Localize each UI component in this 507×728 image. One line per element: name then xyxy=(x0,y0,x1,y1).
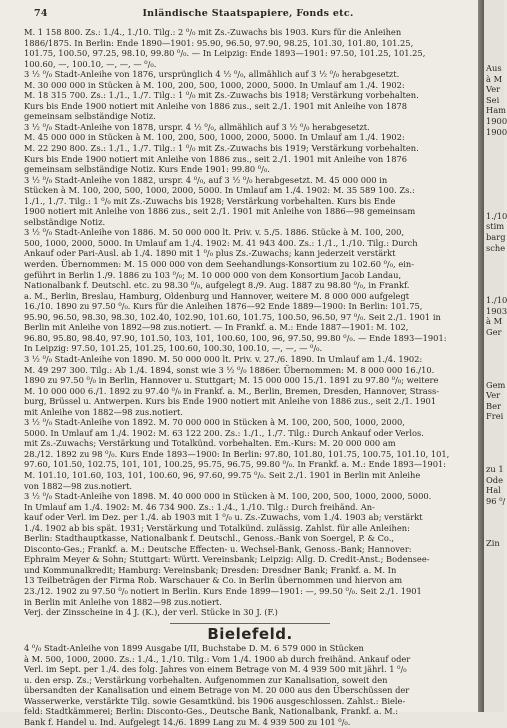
text-line: 3 ½ ⁰/₀ Stadt-Anleihe von 1876, ursprünglich 4 ½ ⁰/₀, allmählich auf 3 ½ ⁰/₀ herabgesetzt. xyxy=(24,69,400,80)
text-line: 4 ⁰/₀ Stadt-Anleihe von 1899 Ausgabe I/II, Buchstabe D. M. 6 579 000 in Stücken xyxy=(24,643,364,654)
text-line: à M. 500, 1000, 2000. Zs.: 1./4., 1./10. Tilg.: Vom 1./4. 1900 ab durch freihänd. Ankauf oder xyxy=(24,653,411,664)
text-line: Ankauf oder Pari-Ausl. ab 1./4. 1890 mit 1 ⁰/₀ plus Zs.-Zuwachs; kann jederzeit verstärkt xyxy=(24,248,396,259)
text-line: mit Zs.-Zuwachs; Verstärkung und Totalkünd. vorbehalten. Em.-Kurs: M. 20 000 000 am xyxy=(24,438,396,449)
adjacent-text-fragment: barg xyxy=(486,232,506,243)
section-divider xyxy=(170,623,330,624)
text-line: 97.60, 101.50, 102.75, 101, 101, 100.25, 95.75, 96.75, 99.80 ⁰/₀. In Frankf. a. M.: Ende 1893—1901: xyxy=(24,459,447,470)
adjacent-text-fragment xyxy=(484,274,504,285)
adjacent-text-fragment: Ber xyxy=(486,400,501,411)
text-line: Disconto-Ges.; Frankf. a. M.: Deutsche Effecten- u. Wechsel-Bank, Genoss.-Bank; Hannover: xyxy=(24,543,412,554)
text-line: Wasserwerke, verstärkte Tilg. sowie Gesamtkünd. bis 1906 ausgeschlossen. Zahlst.: Biele- xyxy=(24,695,406,706)
adjacent-text-fragment: Gem xyxy=(486,379,506,390)
adjacent-text-fragment xyxy=(484,622,504,633)
adjacent-text-fragment xyxy=(484,570,504,581)
adjacent-text-fragment xyxy=(484,137,504,148)
adjacent-text-fragment: 1./10 xyxy=(486,295,507,306)
section-heading-bielefeld: Bielefeld. xyxy=(207,624,293,643)
text-line: kauf oder Verl. im Dez. per 1./4. ab 1903 mit 1 ⁰/₀ u. Zs.-Zuwachs, vom 1./4. 1903 ab; verstärkt xyxy=(24,512,423,523)
text-line: gemeinsam selbständige Notiz. Kurs Ende 1901: 99.80 ⁰/₀. xyxy=(24,164,270,175)
text-line: gemeinsam selbständige Notiz. xyxy=(24,111,156,122)
adjacent-text-fragment xyxy=(484,675,504,686)
text-line: M. 10 000 000 6./1. 1892 zu 97.40 ⁰/₀ in Frankf. a. M., Berlin, Bremen, Dresden, Hannover, Strass- xyxy=(24,385,440,396)
adjacent-text-fragment xyxy=(484,664,504,675)
page-number: 74 xyxy=(34,8,48,19)
adjacent-text-fragment: Hal xyxy=(486,485,501,496)
text-block-bielefeld xyxy=(24,643,476,727)
text-line: burg, Brüssel u. Antwerpen. Kurs bis Ende 1900 notiert mit Anleihe von 1886 zus., seit 2./1. 1901 xyxy=(24,396,437,407)
text-line: 3 ½ ⁰/₀ Stadt-Anleihe von 1878, urspr. 4 ½ ⁰/₀, allmählich auf 3 ½ ⁰/₀ herabgesetzt. xyxy=(24,121,370,132)
adjacent-text-fragment: 96 ⁰/ xyxy=(486,495,506,506)
text-line: Kurs bis Ende 1900 notiert mit Anleihe von 1886 zus., seit 2./1. 1901 mit Anleihe von 1878 xyxy=(24,100,408,111)
adjacent-text-fragment xyxy=(484,338,504,349)
text-line: Stücken à M. 100, 200, 500, 1000, 2000, 5000. In Umlauf am 1./4. 1902: M. 35 589 100. Zs.: xyxy=(24,185,415,196)
document-body xyxy=(24,27,476,728)
adjacent-text-fragment xyxy=(484,612,504,623)
adjacent-text-fragment xyxy=(484,32,504,43)
adjacent-text-fragment: 1900 xyxy=(486,116,507,127)
text-line: werden. Übernommen: M. 15 000 000 von dem Seehandlungs-Konsortium zu 102.60 ⁰/₀, ein- xyxy=(24,259,415,270)
adjacent-text-fragment xyxy=(484,359,504,370)
page-running-title: Inländische Staatspapiere, Fonds etc. xyxy=(142,8,354,19)
adjacent-text-fragment xyxy=(484,169,504,180)
adjacent-text-fragment xyxy=(484,53,504,64)
text-line: Verl. im Sept. per 1./4. des folg. Jahres von einem Betrage von M. 4 939 500 mit jährl. 1 ⁰/₀ xyxy=(24,664,407,675)
adjacent-text-fragment xyxy=(484,285,504,296)
text-line: M. 49 297 300. Tilg.: Ab 1./4. 1894, sonst wie 3 ½ ⁰/₀ 1886er. Übernommen: M. 8 000 000 16./10. xyxy=(24,364,435,375)
adjacent-text-fragment: Zin xyxy=(486,537,500,548)
text-line: M. 1 158 800. Zs.: 1./4., 1./10. Tilg.: 2 ⁰/₀ mit Zs.-Zuwachs bis 1903. Kurs für die Anleihen xyxy=(24,27,402,37)
text-line: 100.60, —, 100.10, —, —, — ⁰/₀. xyxy=(24,58,157,69)
text-line: übersandten der Kanalisation und einem Betrage von M. 20 000 aus den Überschüssen der xyxy=(24,685,410,696)
text-line: u. den ersp. Zs.; Verstärkung vorbehalten. Aufgenommen zur Kanalisation, soweit den xyxy=(24,674,388,685)
text-line: Verj. der Zinsscheine in 4 J. (K.), der verl. Stücke in 30 J. (F.) xyxy=(24,607,278,618)
text-line: Nationalbank f. Deutschl. etc. zu 98.30 ⁰/₀, aufgelegt 8./9. Aug. 1887 zu 98.80 ⁰/₀, in Frankf. xyxy=(24,280,410,291)
adjacent-text-fragment: Ver xyxy=(486,390,501,401)
adjacent-text-fragment xyxy=(484,200,504,211)
text-line: Bank f. Handel u. Ind. Aufgelegt 14./6. 1899 Lang zu M. 4 939 500 zu 101 ⁰/₀. xyxy=(24,717,351,727)
adjacent-text-fragment: stim xyxy=(486,221,505,232)
text-line: 28./12. 1892 zu 98 ⁰/₀. Kurs Ende 1893—1900: In Berlin: 97.80, 101.80, 101.75, 100.75, 101.10, 101, xyxy=(24,448,450,459)
text-line: feld: Stadtkämmerei; Berlin: Disconto-Ges., Deutsche Bank, Nationalbank, Frankf. a. M.: xyxy=(24,706,399,717)
adjacent-text-fragment xyxy=(484,506,504,517)
text-line: M. 101.10, 101.60, 103, 101, 100.60, 96, 97.60, 99.75 ⁰/₀. Seit 2./1. 1901 in Berlin mit Anleihe xyxy=(24,469,421,480)
text-line: 96.80, 95.80, 98.40, 97.90, 101.50, 103, 101, 100.60, 100, 96, 97.50, 99.80 ⁰/₀. — Ende 1893—1901: xyxy=(24,332,447,343)
text-line: 23./12. 1902 zu 97.50 ⁰/₀ notiert in Berlin. Kurs Ende 1899—1901: —, 99.50 ⁰/₀. Seit 2./1. 1901 xyxy=(24,585,422,596)
text-line: Kurs bis Ende 1900 notiert mit Anleihe von 1886 zus., seit 2./1. 1901 mit Anleihe von 1876 xyxy=(24,153,408,164)
adjacent-text-fragment: sche xyxy=(486,242,506,253)
adjacent-text-fragment xyxy=(484,517,504,528)
adjacent-text-fragment: Ode xyxy=(486,474,504,485)
text-line: 3 ½ ⁰/₀ Stadt-Anleihe von 1890. M. 50 000 000 lt. Priv. v. 27./6. 1890. In Umlauf am 1./4. 1902: xyxy=(24,353,423,364)
adjacent-text-fragment xyxy=(484,0,504,11)
text-line: 5000. In Umlauf am 1./4. 1902: M. 63 122 200. Zs.: 1./1., 1./7. Tilg.: Durch Ankauf oder Verlos. xyxy=(24,427,424,438)
text-block-anleihen xyxy=(24,27,476,618)
adjacent-text-fragment xyxy=(484,443,504,454)
adjacent-text-fragment xyxy=(484,527,504,538)
adjacent-text-fragment xyxy=(484,179,504,190)
text-line: 1./1., 1./7. Tilg.: 1 ⁰/₀ mit Zs.-Zuwachs bis 1928; Verstärkung vorbehalten. Kurs bis Ende xyxy=(24,195,396,206)
text-line: M. 22 290 800. Zs.: 1./1., 1./7. Tilg.: 1 ⁰/₀ mit Zs.-Zuwachs bis 1919; Verstärkung vorbehalten. xyxy=(24,143,419,154)
text-line: geführt in Berlin 1./9. 1886 zu 103 ⁰/₀; M. 10 000 000 von dem Konsortium Jacob Landau, xyxy=(24,269,402,280)
adjacent-text-fragment: Ver xyxy=(486,84,501,95)
adjacent-text-fragment: Aus xyxy=(486,63,502,74)
adjacent-text-fragment xyxy=(484,559,504,570)
adjacent-text-fragment xyxy=(484,42,504,53)
adjacent-text-fragment xyxy=(484,253,504,264)
adjacent-text-fragment xyxy=(484,654,504,665)
adjacent-text-fragment: Ham xyxy=(486,105,507,116)
text-line: a. M., Berlin, Breslau, Hamburg, Oldenburg und Hannover, weitere M. 8 000 000 aufgelegt xyxy=(24,290,410,301)
adjacent-text-fragment xyxy=(484,580,504,591)
adjacent-text-fragment xyxy=(484,454,504,465)
adjacent-text-fragment xyxy=(484,422,504,433)
text-line: 500, 1000, 2000, 5000. In Umlauf am 1./4. 1902: M. 41 943 400. Zs.: 1./1., 1./10. Tilg.: Durch xyxy=(24,237,418,248)
text-line: Berlin: Stadthauptkasse, Nationalbank f. Deutschl., Genoss.-Bank von Soergel, P. & Co., xyxy=(24,533,395,544)
adjacent-text-fragment: 1./10 xyxy=(486,210,507,221)
adjacent-text-fragment xyxy=(484,601,504,612)
adjacent-text-fragment: à M xyxy=(486,73,503,84)
text-line: 1890 zu 97.50 ⁰/₀ in Berlin, Hannover u. Stuttgart; M. 15 000 000 15./1. 1891 zu 97.80 ⁰/₀; weitere xyxy=(24,375,439,386)
adjacent-text-fragment: 1903 xyxy=(486,305,507,316)
adjacent-text-fragment xyxy=(484,548,504,559)
page-header xyxy=(28,6,468,22)
text-line: M. 18 315 700. Zs.: 1./1., 1./7. Tilg.: 1 ⁰/₀ mit Zs.-Zuwachs bis 1918; Verstärkung vorbehalten. xyxy=(24,90,419,101)
adjacent-text-fragment: 1900 xyxy=(486,126,507,137)
adjacent-text-fragment xyxy=(484,432,504,443)
adjacent-text-fragment xyxy=(484,190,504,201)
adjacent-text-fragment xyxy=(484,264,504,275)
adjacent-text-fragment xyxy=(484,11,504,22)
text-line: 1./4. 1902 ab bis spät. 1931; Verstärkung und Totalkünd. zulässig. Zahlst. für alle Anleihen: xyxy=(24,522,410,533)
text-line: In Leipzig: 97.50, 101.25, 101.25, 100.60, 100.30, 100.10, —, —, — ⁰/₀. xyxy=(24,343,323,354)
text-line: 101.75, 100.50, 97.25, 98.10, 99.80 ⁰/₀. — In Leipzig: Ende 1893—1901: 97.50, 101.25, 101.25, xyxy=(24,48,426,59)
adjacent-page-strip xyxy=(484,0,507,712)
text-line: mit Anleihe von 1882—98 zus.notiert. xyxy=(24,406,183,417)
text-line: 16./10. 1890 zu 97.50 ⁰/₀. Kurs für die Anleihen 1876—92 Ende 1889—1900: In Berlin: 101.75, xyxy=(24,301,423,312)
text-line: selbständige Notiz. xyxy=(24,216,106,227)
adjacent-text-fragment: à M xyxy=(486,316,503,327)
text-line: von 1882—98 zus.notiert. xyxy=(24,480,133,491)
text-line: in Berlin mit Anleihe von 1882—98 zus.notiert. xyxy=(24,596,222,607)
text-line: 1886/1875. In Berlin: Ende 1890—1901: 95.90, 96.50, 97.90, 98.25, 101.30, 101.80, 101.25, xyxy=(24,37,414,48)
text-line: und Kommunalkredit; Hamburg: Vereinsbank; Dresden: Dresdner Bank; Frankf. a. M. In xyxy=(24,564,397,575)
text-line: 3 ½ ⁰/₀ Stadt-Anleihe von 1898. M. 40 000 000 in Stücken à M. 100, 200, 500, 1000, 2000, 5000. xyxy=(24,491,432,502)
text-line: 13 Teilbeträgen der Firma Rob. Warschauer & Co. in Berlin übernommen und hiervon am xyxy=(24,575,403,586)
text-line: 1900 notiert mit Anleihe von 1886 zus., seit 2./1. 1901 mit Anleihe von 1886—98 gemeinsam xyxy=(24,206,416,217)
adjacent-text-fragment xyxy=(484,21,504,32)
text-line: Ephraim Meyer & Sohn; Stuttgart: Württ. Vereinsbank; Leipzig: Allg. D. Credit-Anst.; Bodensee- xyxy=(24,554,430,565)
text-line: 3 ½ ⁰/₀ Stadt-Anleihe von 1892. M. 70 000 000 in Stücken à M. 100, 200, 500, 1000, 2000, xyxy=(24,417,405,428)
adjacent-text-fragment: Sei xyxy=(486,94,500,105)
text-line: In Umlauf am 1./4. 1902: M. 46 734 900. Zs.: 1./4., 1./10. Tilg.: Durch freihänd. An- xyxy=(24,501,375,512)
adjacent-text-fragment xyxy=(484,369,504,380)
adjacent-text-fragment xyxy=(484,148,504,159)
text-line: 3 ½ ⁰/₀ Stadt-Anleihe von 1886. M. 50 000 000 lt. Priv. v. 5./5. 1886. Stücke à M. 100, 200, xyxy=(24,227,405,238)
adjacent-text-fragment xyxy=(484,591,504,602)
adjacent-text-fragment: Frei xyxy=(486,411,504,422)
adjacent-text-fragment xyxy=(484,158,504,169)
adjacent-text-fragment xyxy=(484,643,504,654)
text-line: M. 30 000 000 in Stücken à M. 100, 200, 500, 1000, 2000, 5000. In Umlauf am 1./4. 1902: xyxy=(24,79,405,90)
text-line: M. 45 000 000 in Stücken à M. 100, 200, 500, 1000, 2000, 5000. In Umlauf am 1./4. 1902: xyxy=(24,132,405,143)
adjacent-text-fragment xyxy=(484,348,504,359)
adjacent-page-text xyxy=(484,0,507,686)
text-line: Berlin mit Anleihe von 1892—98 zus.notiert. — In Frankf. a. M.: Ende 1887—1901: M. 102, xyxy=(24,322,409,333)
adjacent-text-fragment xyxy=(484,633,504,644)
text-line: 3 ½ ⁰/₀ Stadt-Anleihe von 1882, urspr. 4 ⁰/₀, auf 3 ½ ⁰/₀ herabgesetzt. M. 45 000 000 in xyxy=(24,174,388,185)
adjacent-text-fragment: Ger xyxy=(486,326,502,337)
text-line: 95.90, 96.50, 98.30, 98.30, 102.40, 102.90, 101.60, 101.75, 100.50, 96.50, 97 ⁰/₀. Seit 2./1. 1901 in xyxy=(24,311,441,322)
adjacent-text-fragment: zu 1 xyxy=(486,464,504,475)
